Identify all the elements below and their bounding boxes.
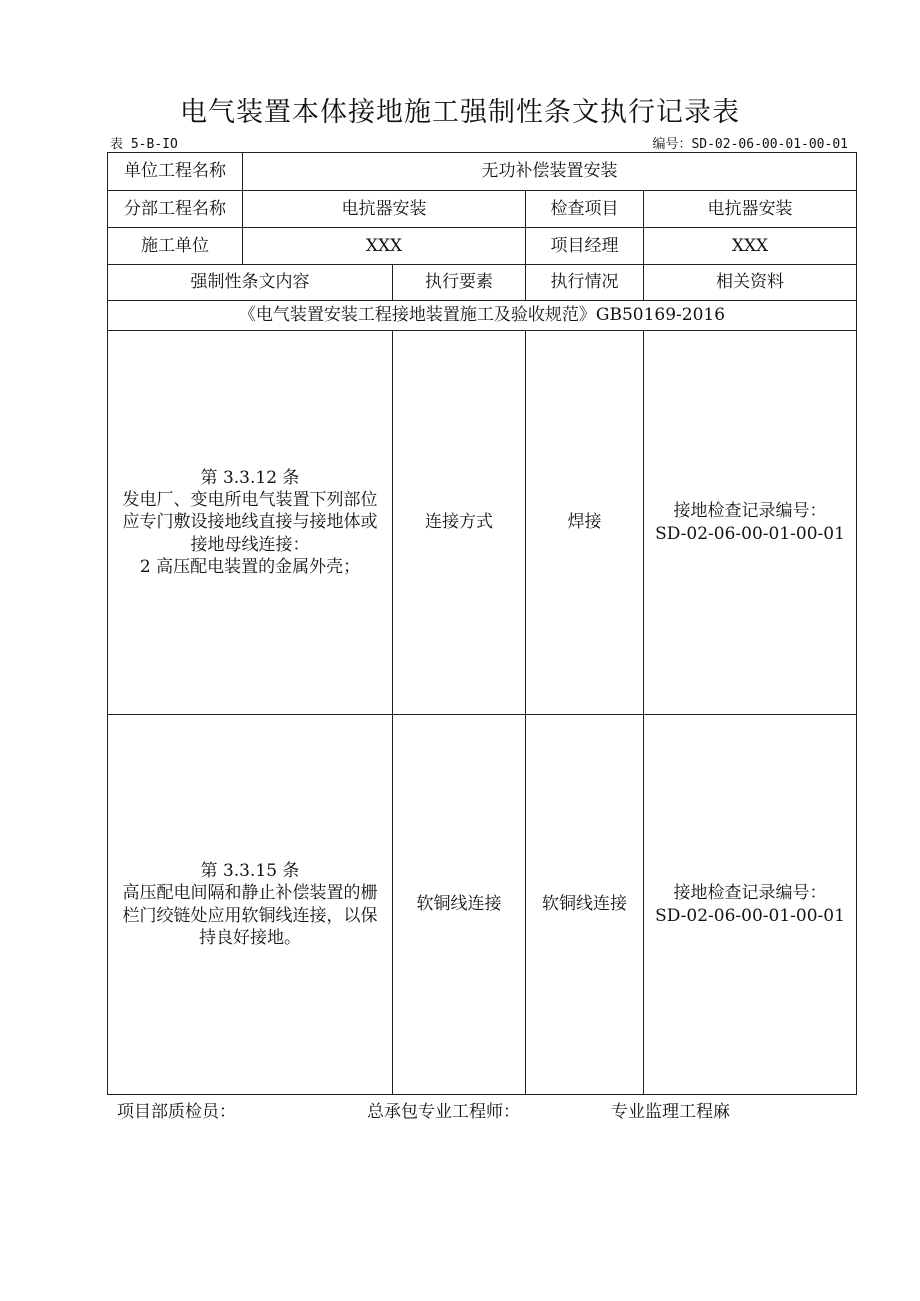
header-content: 强制性条文内容 [108, 265, 393, 301]
clause-line: 栏门绞链处应用软铜线连接，以保 [122, 905, 378, 926]
project-manager-label: 项目经理 [526, 228, 644, 265]
header-docs: 相关资料 [644, 265, 857, 301]
footer-supervisor: 专业监理工程麻 [611, 1102, 730, 1122]
table-header-row [108, 265, 857, 301]
table-row [108, 153, 857, 191]
clause-status: 软铜线连接 [526, 715, 644, 1095]
footer-qc-inspector: 项目部质检员： [117, 1102, 236, 1122]
clause-line: 接地母线连接： [190, 534, 310, 555]
unit-project-value: 无功补偿装置安装 [243, 153, 857, 191]
clause-row [108, 715, 857, 1095]
clause-line: 第 3.3.12 条 [200, 468, 300, 489]
docs-record-number: SD-02-06-00-01-00-01 [655, 523, 845, 544]
table-row [108, 191, 857, 228]
sub-project-label: 分部工程名称 [108, 191, 243, 228]
sub-project-value: 电抗器安装 [243, 191, 526, 228]
clause-line: 发电厂、变电所电气装置下列部位 [122, 490, 378, 511]
header-element: 执行要素 [393, 265, 526, 301]
clause-line: 2 高压配电装置的金属外壳； [139, 556, 361, 577]
construction-unit-label: 施工单位 [108, 228, 243, 265]
clause-element: 软铜线连接 [393, 715, 526, 1095]
construction-unit-value: XXX [243, 228, 526, 265]
clause-content [108, 331, 393, 715]
clause-status: 焊接 [526, 331, 644, 715]
record-table [107, 152, 857, 1095]
clause-line: 持良好接地。 [199, 927, 301, 948]
page-title: 电气装置本体接地施工强制性条文执行记录表 [180, 97, 740, 128]
table-row [108, 301, 857, 331]
clause-content [108, 715, 393, 1095]
form-code: 表 5-B-IO [110, 137, 178, 152]
docs-record-number: SD-02-06-00-01-00-01 [655, 905, 845, 926]
clause-line: 高压配电间隔和静止补偿装置的栅 [122, 883, 378, 904]
clause-line: 应专门敷设接地线直接与接地体或 [122, 512, 378, 533]
clause-line: 第 3.3.15 条 [200, 861, 300, 882]
header-status: 执行情况 [526, 265, 644, 301]
docs-line: 接地检查记录编号： [673, 501, 827, 522]
clause-docs [644, 715, 857, 1095]
project-manager-value: XXX [644, 228, 857, 265]
unit-project-label: 单位工程名称 [108, 153, 243, 191]
clause-element: 连接方式 [393, 331, 526, 715]
inspection-item-label: 检查项目 [526, 191, 644, 228]
docs-line: 接地检查记录编号： [673, 883, 827, 904]
serial-number: 编号：SD-02-06-00-01-00-01 [652, 137, 848, 152]
table-row [108, 228, 857, 265]
standard-reference: 《电气装置安装工程接地装置施工及验收规范》GB50169-2016 [108, 301, 857, 331]
clause-row [108, 331, 857, 715]
footer-contractor-engineer: 总承包专业工程师： [367, 1102, 520, 1122]
inspection-item-value: 电抗器安装 [644, 191, 857, 228]
clause-docs [644, 331, 857, 715]
